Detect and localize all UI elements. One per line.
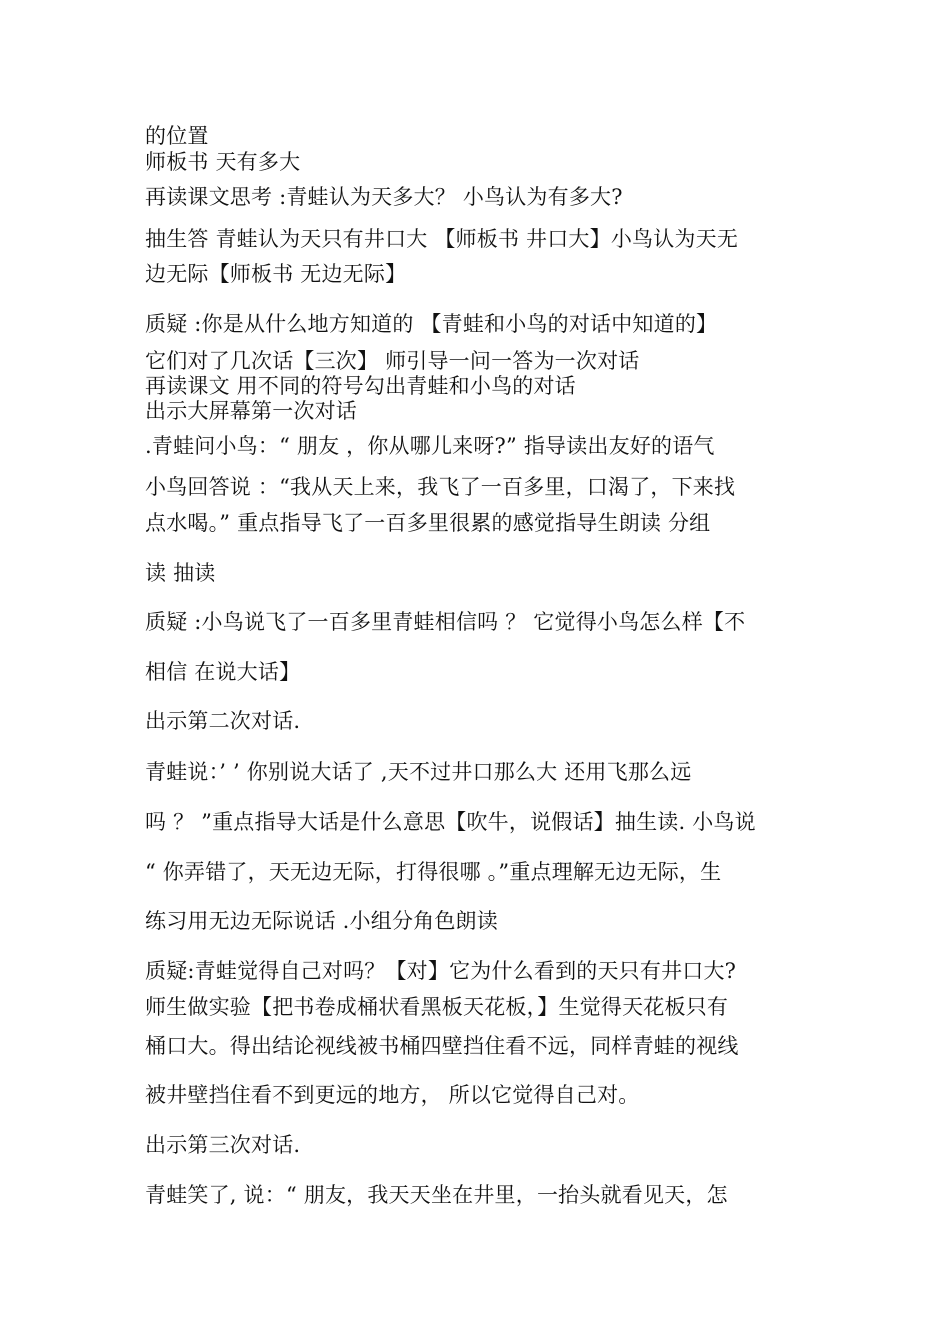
- text-line: 吗 ？ ”重点指导大话是什么意思【吹牛，说假话】抽生读. 小鸟说: [145, 810, 756, 834]
- text-line: 再读课文思考 :青蛙认为天多大？ 小鸟认为有多大?: [145, 185, 623, 209]
- text-line: 师板书 天有多大: [145, 150, 301, 174]
- text-line: .青蛙问小鸟：“ 朋友 ，你从哪儿来呀?” 指导读出友好的语气: [145, 434, 715, 458]
- text-line: 边无际【师板书 无边无际】: [145, 262, 407, 286]
- text-line: 师生做实验【把书卷成桶状看黑板天花板，】生觉得天花板只有: [145, 995, 729, 1019]
- text-line: 出示大屏幕第一次对话: [145, 399, 357, 423]
- text-line: 再读课文 用不同的符号勾出青蛙和小鸟的对话: [145, 374, 576, 398]
- text-line: 出示第三次对话.: [145, 1133, 301, 1157]
- text-line: 出示第二次对话.: [145, 709, 301, 733]
- text-line: 被井壁挡住看不到更远的地方， 所以它觉得自己对。: [145, 1083, 640, 1107]
- text-line: 小鸟回答说 ：“我从天上来，我飞了一百多里，口渴了，下来找: [145, 475, 736, 499]
- text-line: 它们对了几次话【三次】 师引导一问一答为一次对话: [145, 349, 640, 373]
- text-line: “ 你弄错了，天无边无际，打得很哪 。”重点理解无边无际，生: [145, 860, 722, 884]
- text-line: 读 抽读: [145, 561, 216, 585]
- text-line: 质疑:青蛙觉得自己对吗？【对】它为什么看到的天只有井口大?: [145, 959, 737, 983]
- text-line: 青蛙笑了, 说：“ 朋友，我天天坐在井里，一抬头就看见天，怎: [145, 1183, 728, 1207]
- text-line: 桶口大。得出结论视线被书桶四壁挡住看不远，同样青蛙的视线: [145, 1034, 739, 1058]
- text-line: 相信 在说大话】: [145, 660, 301, 684]
- text-line: 抽生答 青蛙认为天只有井口大 【师板书 井口大】小鸟认为天无: [145, 227, 739, 251]
- text-line: 练习用无边无际说话 .小组分角色朗读: [145, 909, 498, 933]
- text-line: 点水喝。” 重点指导飞了一百多里很累的感觉指导生朗读 分组: [145, 511, 711, 535]
- text-line: 的位置: [145, 124, 209, 148]
- text-line: 质疑 :你是从什么地方知道的 【青蛙和小鸟的对话中知道的】: [145, 312, 718, 336]
- text-line: 青蛙说：’ ’ 你别说大话了 ,天不过井口那么大 还用飞那么远: [145, 760, 692, 784]
- text-line: 质疑 :小鸟说飞了一百多里青蛙相信吗 ？ 它觉得小鸟怎么样【不: [145, 610, 746, 634]
